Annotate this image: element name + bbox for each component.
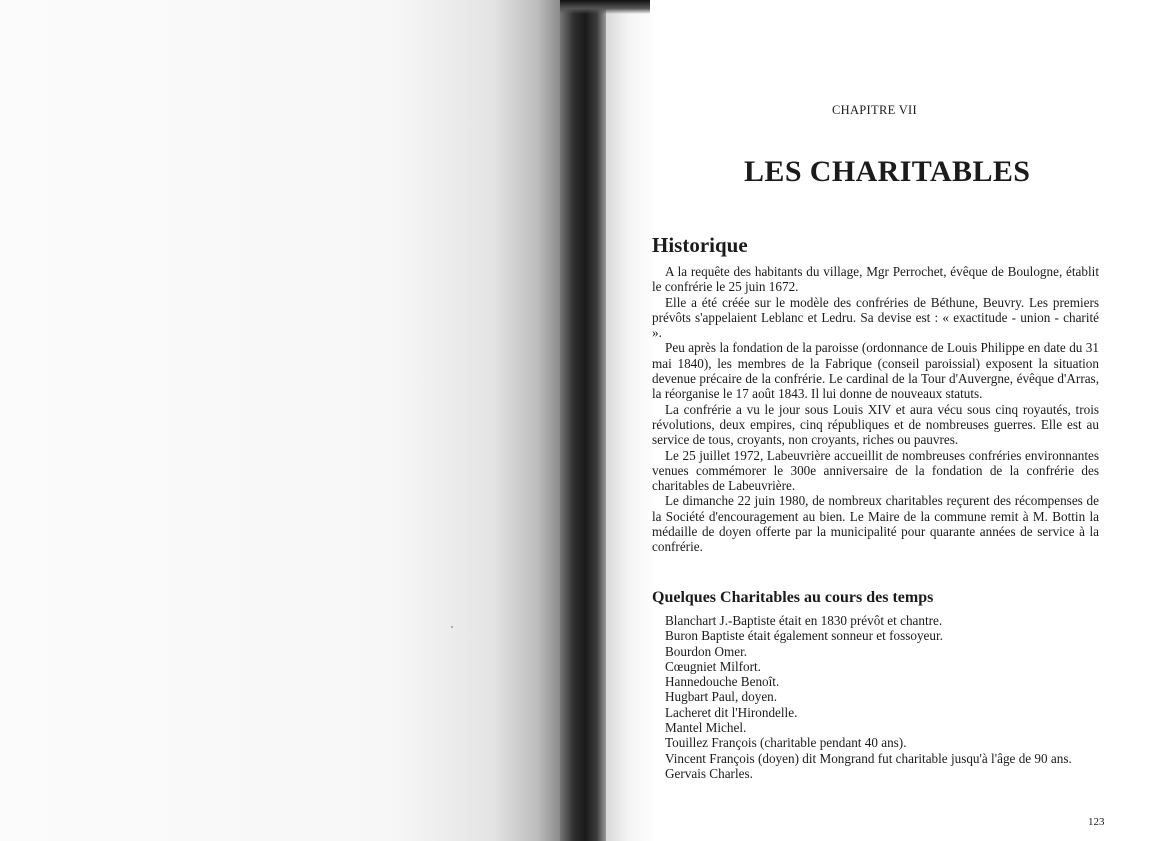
list-item: Buron Baptiste était également sonneur et fossoyeur. bbox=[665, 628, 943, 644]
chapter-title: LES CHARITABLES bbox=[744, 155, 1031, 188]
paragraph: A la requête des habitants du village, Mgr Perrochet, évêque de Boulogne, établit le confrérie le 25 juin 1672. bbox=[652, 264, 1099, 295]
list-item: Vincent François (doyen) dit Mongrand fut charitable jusqu'à l'âge de 90 ans. bbox=[665, 750, 1072, 766]
paragraph: Elle a été créée sur le modèle des confréries de Béthune, Beuvry. Les premiers prévôts s'appelaient Leblanc et Ledru. Sa devise est : « exactitude - union - charité ». bbox=[652, 294, 1099, 341]
historique-text bbox=[652, 264, 1099, 555]
section-heading: Historique bbox=[652, 233, 748, 257]
list-item: Mantel Michel. bbox=[665, 720, 747, 736]
list-item: Gervais Charles. bbox=[665, 765, 753, 781]
paragraph: Le dimanche 22 juin 1980, de nombreux charitables reçurent des récompenses de la Société d'encouragement au bien. Le Maire de la commune remit à M. Bottin la médaille de doyen offerte par la municipalité pour quarante années de service à la confrérie. bbox=[652, 493, 1099, 555]
list-item: Hugbart Paul, doyen. bbox=[665, 689, 778, 705]
list-item: Hannedouche Benoît. bbox=[665, 674, 780, 690]
list-item: Cœugniet Milfort. bbox=[665, 658, 761, 674]
page-number: 123 bbox=[1088, 816, 1105, 828]
paragraph: Peu après la fondation de la paroisse (ordonnance de Louis Philippe en date du 31 mai 1840), les membres de la Fabrique (conseil paroissial) exposent la situation devenue précaire de la confrérie. Le cardinal de la Tour d'Auvergne, évêque d'Arras, la réorganise le 17 août 1843. Il lui donne de nouveaux statuts. bbox=[652, 340, 1099, 402]
paragraph: Le 25 juillet 1972, Labeuvrière accueillit de nombreuses confréries environnantes venues commémorer le 300e anniversaire de la fondation de la confrérie des charitables de Labeuvrière. bbox=[652, 447, 1099, 494]
chapter-label: CHAPITRE VII bbox=[832, 103, 917, 117]
list-item: Touillez François (charitable pendant 40 ans). bbox=[665, 735, 907, 751]
list-item: Blanchart J.-Baptiste était en 1830 prévôt et chantre. bbox=[665, 613, 943, 628]
list-item: Bourdon Omer. bbox=[665, 643, 748, 659]
page-speck bbox=[451, 626, 453, 628]
charitables-list bbox=[652, 613, 1099, 781]
left-page bbox=[0, 0, 560, 841]
gutter-top-shadow bbox=[560, 0, 650, 14]
list-item: Lacheret dit l'Hirondelle. bbox=[665, 704, 798, 720]
paragraph: La confrérie a vu le jour sous Louis XIV et aura vécu sous cinq royautés, trois révolutions, deux empires, cinq républiques et de nombreuses guerres. Elle est au service de tous, croyants, non croyants, riches ou pauvres. bbox=[652, 401, 1099, 448]
book-gutter bbox=[560, 0, 606, 841]
sub-heading: Quelques Charitables au cours des temps bbox=[652, 589, 934, 606]
